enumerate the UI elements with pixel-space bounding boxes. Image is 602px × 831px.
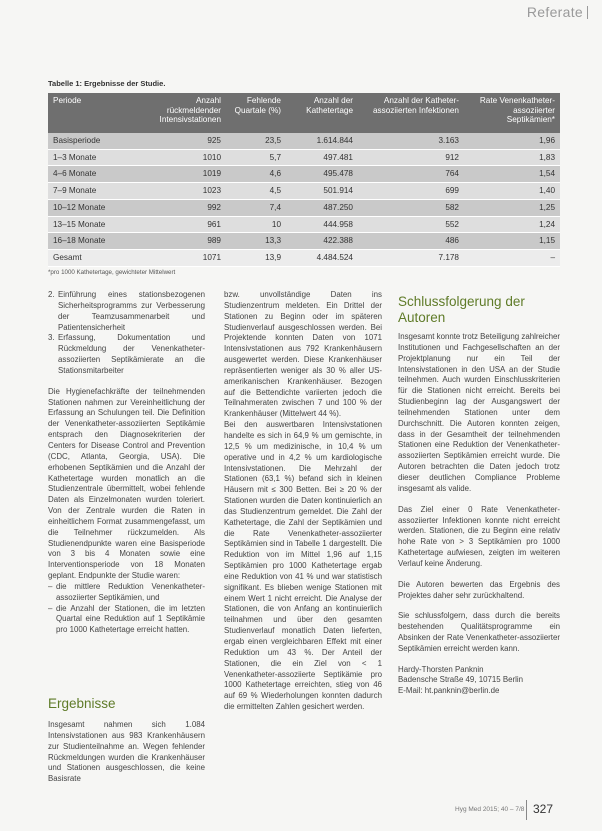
header-rate: Rate Venenkatheter-assoziierter Septikämien* <box>464 93 560 133</box>
table-header-row <box>48 93 560 133</box>
table-total-row <box>48 249 560 266</box>
table-row <box>48 183 560 200</box>
cell-stations: 992 <box>138 199 226 216</box>
paragraph: bzw. unvollständige Daten ins Studienzentrum meldeten. Ein Drittel der Stationen zu Beginn oder im späteren Studienverlauf ausgeschlossen werden. Bei Projektende konnten Daten von 1071 Intensivstationen aus 792 Krankenhäusern ausgewertet werden. Diese Krankenhäuser repräsentierten weniger als 30 % aller US-amerikanischen Krankenhäuser. Bezogen auf die Bettendichte variierten jedoch die Teilnahmeraten zwischen 7 und 100 % der Krankenhäuser (Mittelwert 44 %). <box>224 290 382 419</box>
heading-schlussfolgerung: Schlussfolgerung der Autoren <box>398 294 525 325</box>
cell-period: 4–6 Monate <box>48 166 138 183</box>
cell-catheter-days: 501.914 <box>286 183 358 200</box>
cell-rate: 1,83 <box>464 149 560 166</box>
column-1 <box>48 290 205 636</box>
paragraph: Das Ziel einer 0 Rate Venenkatheter-assoziierter Infektionen konnte nicht erreicht werden. Stationen, die zu Beginn eine relativ hohe Rate von > 3 Septikämien pro 1000 Kathetertage aufwiesen, zeigten im weiteren Verlauf keine Änderung. <box>398 504 560 568</box>
table-row <box>48 166 560 183</box>
cell-stations: 925 <box>138 133 226 149</box>
cell-missing: 7,4 <box>226 199 286 216</box>
author-address <box>398 665 560 697</box>
author-street: Badensche Straße 49, 10715 Berlin <box>398 675 524 685</box>
paragraph: Die Autoren bewerten das Ergebnis des Projektes daher sehr zurückhaltend. <box>398 579 560 600</box>
page-number: 327 <box>533 802 554 816</box>
cell-rate: 1,96 <box>464 133 560 149</box>
ergebnisse-paragraph: Insgesamt nahmen sich 1.084 Intensivstationen aus 983 Krankenhäusern zur Studienteilnahme an. Wegen fehlender Rückmeldungen wurden die Krankenhäuser und Stationen ausgeschlossen, die keine Basisrate <box>48 720 205 784</box>
header-stations: Anzahl rückmeldender Intensivstationen <box>138 93 226 133</box>
cell-missing: 23,5 <box>226 133 286 149</box>
cell-period: 7–9 Monate <box>48 183 138 200</box>
method-paragraph: Die Hygienefachkräfte der teilnehmenden Stationen nahmen zur Vereinheitlichung der Erfassung an Schulungen teil. Die Definition der Venenkatheter-assoziierten Septikämie entsprach den Diagnosekriterien der Centers for Disease Control and Prevention (CDC, Atlanta, Georgia, USA). Die erhobenen Septikämien und die Anzahl der Kathetertage wurden monatlich an die Studienzentrale übermittelt, wobei fehlende Daten als Einzelmonaten wurden toleriert. Von der Zentrale wurden die Raten in einheitlichem Format zusammengefasst, um die Teilnehmer rückzumelden. Als Studienendpunkte waren eine Basisperiode von 3 bis 4 Monaten sowie eine Interventionsperiode von 18 Monaten geplant. Endpunkte der Studie waren: <box>48 386 205 581</box>
cell-period: 13–15 Monate <box>48 216 138 233</box>
heading-ergebnisse: Ergebnisse <box>48 696 116 711</box>
section-tag: Referate <box>527 4 588 20</box>
cell-missing: 4,6 <box>226 166 286 183</box>
paragraph: Bei den auswertbaren Intensivstationen handelte es sich in 64,9 % um gemischte, in 12,5 % um medizinische, in 10,4 % um operative und in 4,2 % um kardiologische Intensivstationen. Die Mehrzahl der Stationen (63,1 %) befand sich in kleinen Häusern mit ≤ 300 Betten. Bei ≥ 20 % der Stationen wurden die Daten kontinuierlich an das Studienzentrum gemeldet. Die Zahl der Kathetertage, die Zahl der Septikämien und die Rate Venenkatheter-assoziierter Septikämien sind in Tabelle 1 dargestellt. Die Reduktion von im Mittel 1,96 auf 1,15 Septikämien pro 1000 Kathetertage ergab eine Reduktion von 41 % und war statistisch signifikant. Es blieben wenige Stationen mit einem Wert 1 nicht erreicht. Die Analyse der Stationen, die von Anfang an kontinuierlich teilnahmen und über den gesamten Studienverlauf monatlich Daten lieferten, ergab einen vergleichbaren Effekt mit einer Reduktion um 43 %. Der Anteil der Stationen, die ein Ziel von < 1 Venenkatheter-assoziierte Septikämie pro 1000 Kathetertage erreichten, stieg von 46 auf 69 % Wiederholungen konnten dadurch die ermittelten Zahlen gesichert werden. <box>224 420 382 712</box>
cell-infections: 486 <box>358 233 464 250</box>
cell-period: 16–18 Monate <box>48 233 138 250</box>
section-tag-bar <box>587 6 588 19</box>
list-item: 3. Erfassung, Dokumentation und Rückmeldung der Venenkatheter-assoziierten Septikämierate an die Stationsmitarbeiter <box>48 333 205 375</box>
cell-rate: – <box>464 249 560 266</box>
cell-missing: 5,7 <box>226 149 286 166</box>
header-missing-quarters: Fehlende Quartale (%) <box>226 93 286 133</box>
endpoint-list <box>48 582 205 636</box>
list-item: – die mittlere Reduktion Venenkatheter-assoziierter Septikämien, und <box>48 581 205 602</box>
table-row <box>48 199 560 216</box>
cell-period: 10–12 Monate <box>48 199 138 216</box>
cell-rate: 1,24 <box>464 216 560 233</box>
header-period: Periode <box>48 93 138 133</box>
numbered-list <box>48 290 205 377</box>
footer-divider <box>526 800 527 820</box>
table-row <box>48 233 560 250</box>
cell-stations: 961 <box>138 216 226 233</box>
cell-rate: 1,54 <box>464 166 560 183</box>
cell-infections: 764 <box>358 166 464 183</box>
cell-catheter-days: 487.250 <box>286 199 358 216</box>
cell-stations: 989 <box>138 233 226 250</box>
cell-stations: 1071 <box>138 249 226 266</box>
cell-infections: 699 <box>358 183 464 200</box>
cell-stations: 1023 <box>138 183 226 200</box>
cell-catheter-days: 497.481 <box>286 149 358 166</box>
cell-missing: 4,5 <box>226 183 286 200</box>
column-3 <box>398 290 560 696</box>
cell-missing: 13,9 <box>226 249 286 266</box>
cell-infections: 912 <box>358 149 464 166</box>
list-item: – die Anzahl der Stationen, die im letzten Quartal eine Reduktion auf 1 Septikämie pro 1000 Kathetertage erreicht hatten. <box>48 603 205 635</box>
author-name: Hardy-Thorsten Panknin <box>398 664 484 674</box>
author-email[interactable]: E-Mail: ht.panknin@berlin.de <box>398 685 500 695</box>
cell-infections: 7.178 <box>358 249 464 266</box>
cell-period: Gesamt <box>48 249 138 266</box>
paragraph: Insgesamt konnte trotz Beteiligung zahlreicher Institutionen und Fachgesellschaften an der Projektplanung nur ein Teil der Intensivstationen in den USA an der Studie teilnehmen. Auch wurden Einschlusskriterien für die Stationen nicht erreicht. Bereits bei Studienbeginn lag der Ausgangswert der teilnehmenden Stationen unter dem Durchschnitt. Die Autoren konnten zeigen, dass in der Gesamtheit der teilnehmenden Stationen eine Reduktion der Venenkatheter-assoziierten Septikämien erreicht wurde. Die Autoren betrachten die Daten jedoch trotz dieser deutlichen Compliance Probleme insgesamt als valide. <box>398 332 560 493</box>
cell-stations: 1019 <box>138 166 226 183</box>
cell-catheter-days: 495.478 <box>286 166 358 183</box>
table-row <box>48 149 560 166</box>
cell-catheter-days: 444.958 <box>286 216 358 233</box>
cell-missing: 10 <box>226 216 286 233</box>
paragraph: Sie schlussfolgern, dass durch die bereits bestehenden Qualitätsprogramme ein Absinken der Rate Venenkatheter-assoziierter Septikämien erreicht werden kann. <box>398 611 560 653</box>
cell-period: Basisperiode <box>48 133 138 149</box>
cell-catheter-days: 4.484.524 <box>286 249 358 266</box>
journal-citation: Hyg Med 2015; 40 – 7/8 <box>455 806 525 813</box>
cell-infections: 552 <box>358 216 464 233</box>
cell-infections: 3.163 <box>358 133 464 149</box>
table-row <box>48 216 560 233</box>
results-table <box>48 93 560 267</box>
cell-stations: 1010 <box>138 149 226 166</box>
header-infections: Anzahl der Katheter-assoziierten Infektionen <box>358 93 464 133</box>
cell-catheter-days: 1.614.844 <box>286 133 358 149</box>
cell-catheter-days: 422.388 <box>286 233 358 250</box>
cell-rate: 1,15 <box>464 233 560 250</box>
column-2 <box>224 290 382 713</box>
cell-rate: 1,40 <box>464 183 560 200</box>
table-caption: Tabelle 1: Ergebnisse der Studie. <box>48 79 166 88</box>
cell-rate: 1,25 <box>464 199 560 216</box>
table-footnote: *pro 1000 Kathetertage, gewichteter Mittelwert <box>48 269 176 276</box>
list-item: 2. Einführung eines stationsbezogenen Sicherheitsprogramms zur Verbesserung der Teamzusammenarbeit und Patientensicherheit <box>48 290 205 332</box>
cell-missing: 13,3 <box>226 233 286 250</box>
table-row <box>48 133 560 149</box>
cell-period: 1–3 Monate <box>48 149 138 166</box>
cell-infections: 582 <box>358 199 464 216</box>
header-catheter-days: Anzahl der Kathetertage <box>286 93 358 133</box>
